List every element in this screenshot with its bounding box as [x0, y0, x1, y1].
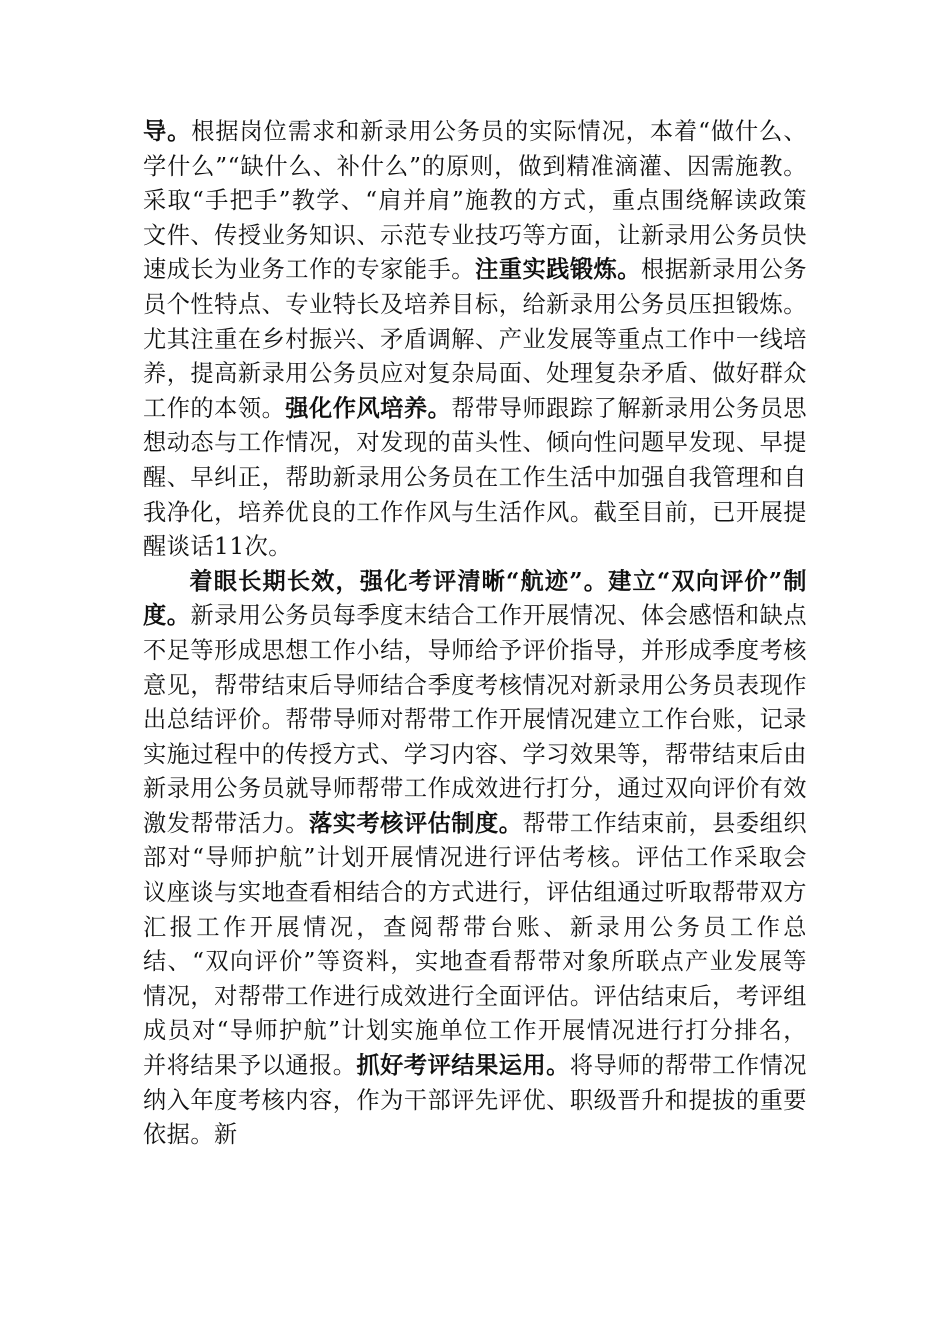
bold-heading-guide: 导。: [143, 118, 192, 145]
paragraph-2: [143, 565, 807, 1153]
body-text: 帮带工作结束前，县委组织部对“导师护航”计划开展情况进行评估考核。评估工作采取会议座谈与实地查看相结合的方式进行，评估组通过听取帮带双方汇报工作开展情况，查阅帮带台账、新录用公务员工作总结、“双向评价”等资料，实地查看帮带对象所联点产业发展等情况，对帮带工作进行成效进行全面评估。评估结束后，考评组成员对“导师护航”计划实施单位工作开展情况进行打分排名，并将结果予以通报。: [143, 809, 808, 1080]
body-text: 根据新录用公务员个性特点、专业特长及培养目标，给新录用公务员压担锻炼。尤其注重在乡村振兴、矛盾调解、产业发展等重点工作中一线培养，提高新录用公务员应对复杂局面、处理复杂矛盾、做好群众工作的本领。: [143, 256, 808, 422]
paragraph-1: [143, 115, 807, 565]
body-text: 帮带导师跟踪了解新录用公务员思想动态与工作情况，对发现的苗头性、倾向性问题早发现、早提醒、早纠正，帮助新录用公务员在工作生活中加强自我管理和自我净化，培养优良的工作作风与生活作风。截至目前，已开展提醒谈话11次。: [143, 394, 808, 561]
body-text: 根据岗位需求和新录用公务员的实际情况，本着“做什么、学什么”“缺什么、补什么”的原则，做到精准滴灌、因需施教。采取“手把手”教学、“肩并肩”施教的方式，重点围绕解读政策文件、传授业务知识、示范专业技巧等方面，让新录用公务员快速成长为业务工作的专家能手。: [143, 118, 808, 284]
body-text: 新录用公务员每季度末结合工作开展情况、体会感悟和缺点不足等形成思想工作小结，导师给予评价指导，并形成季度考核意见，帮带结束后导师结合季度考核情况对新录用公务员表现作出总结评价。帮带导师对帮带工作开展情况建立工作台账，记录实施过程中的传授方式、学习内容、学习效果等，帮带结束后由新录用公务员就导师帮带工作成效进行打分，通过双向评价有效激发帮带活力。: [143, 602, 808, 837]
bold-heading-assessment: 落实考核评估制度。: [309, 809, 523, 837]
bold-heading-practice: 注重实践锻炼。: [475, 256, 642, 284]
body-text: 将导师的帮带工作情况纳入年度考核内容，作为干部评先评优、职级晋升和提拔的重要依据。新: [143, 1052, 807, 1149]
document-page: [143, 115, 807, 1153]
bold-heading-evaluation: 着眼长期长效，强化考评清晰“航迹”。建立“双向评价”制度。: [143, 567, 807, 630]
bold-heading-style: 强化作风培养。: [285, 394, 452, 422]
bold-heading-results: 抓好考评结果运用。: [356, 1052, 570, 1080]
